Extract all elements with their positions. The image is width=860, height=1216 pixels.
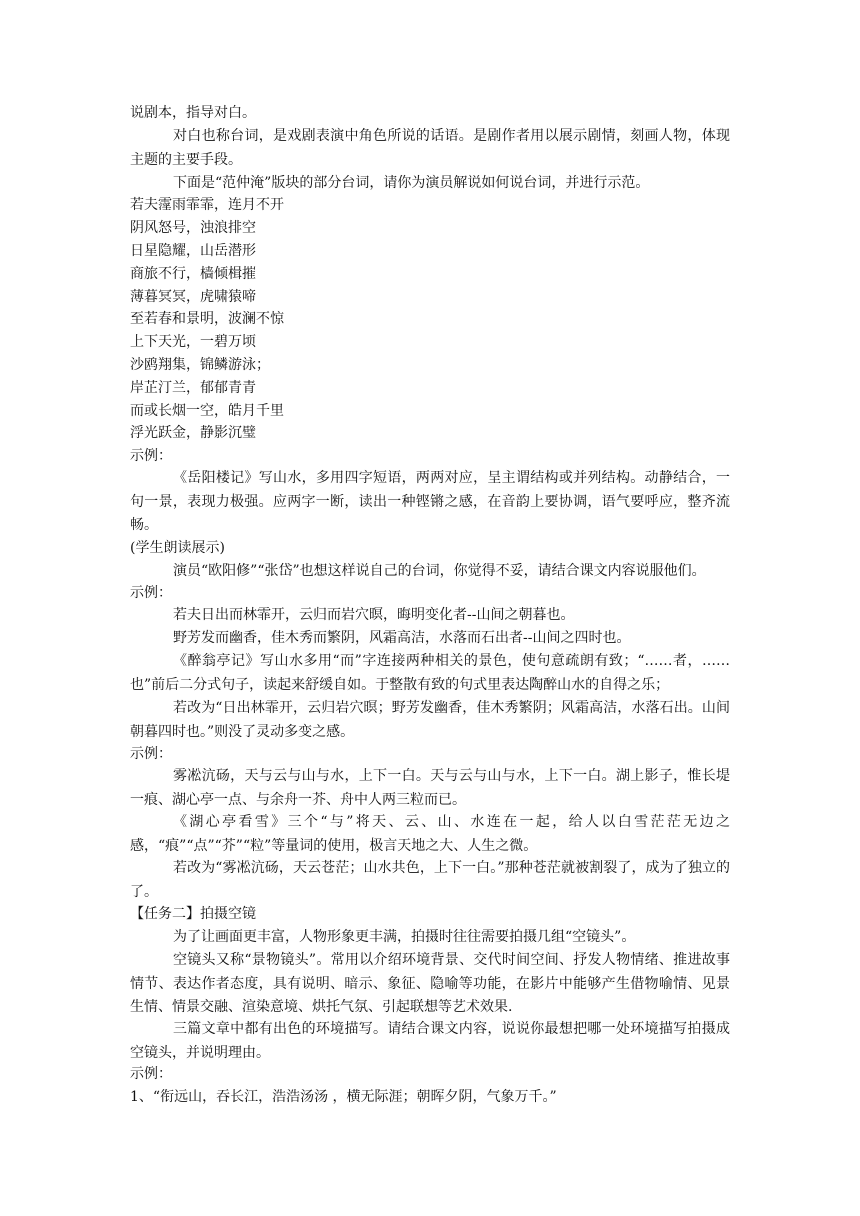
paragraph: 对白也称台词，是戏剧表演中角色所说的话语。是剧作者用以展示剧情，刻画人物，体现主题的主要手段。	[130, 128, 730, 168]
poem-line: 商旅不行，樯倾楫摧	[130, 266, 256, 282]
example-label: 示例：	[130, 448, 172, 464]
poem-line: 薄暮冥冥，虎啸猿啼	[130, 289, 256, 305]
paragraph: 为了让画面更丰富，人物形象更丰满，拍摄时往往需要拍摄几组“空镜头”。	[173, 929, 636, 945]
poem-line: 浮光跃金，静影沉璧	[130, 425, 256, 441]
paragraph: 若夫日出而林霏开，云归而岩穴暝，晦明变化者--山间之朝暮也。	[173, 607, 575, 623]
paragraph: 空镜头又称“景物镜头”。常用以介绍环境背景、交代时间空间、抒发人物情绪、推进故事情节、表达作者态度，具有说明、暗示、象征、隐喻等功能，在影片中能够产生借物喻情、见景生情、情景交融、渲染意境、烘托气氛、引起联想等艺术效果.	[130, 952, 730, 1015]
text-line: 1、“衔远山，吞长江，浩浩汤汤 ，横无际涯；朝晖夕阴，气象万千。”	[130, 1089, 557, 1105]
poem-line: 阴风怒号，浊浪排空	[130, 220, 256, 236]
poem-line: 沙鸥翔集，锦鳞游泳；	[130, 357, 270, 373]
paragraph: 演员“欧阳修”“张岱”也想这样说自己的台词，你觉得不妥，请结合课文内容说服他们。	[173, 563, 706, 579]
paragraph: 野芳发而幽香，佳木秀而繁阴，风霜高洁，水落而石出者--山间之四时也。	[173, 630, 631, 646]
paragraph: 三篇文章中都有出色的环境描写。请结合课文内容，说说你最想把哪一处环境描写拍摄成空镜头，并说明理由。	[130, 1021, 730, 1061]
example-label: 示例：	[130, 585, 172, 601]
poem-line: 而或长烟一空，皓月千里	[130, 403, 284, 419]
example-label: 示例：	[130, 746, 172, 762]
poem-line: 若夫霪雨霏霏，连月不开	[130, 197, 284, 213]
paragraph: 《醉翁亭记》写山水多用“而”字连接两种相关的景色，使句意疏朗有致；“……者，……也”前后二分式句子，读起来舒缓自如。于整散有致的句式里表达陶醉山水的自得之乐；	[130, 653, 730, 693]
poem-line: 上下天光，一碧万顷	[130, 334, 256, 350]
paragraph: 若改为“雾凇沆砀，天云苍茫；山水共色，上下一白。”那种苍茫就被割裂了，成为了独立的了。	[130, 860, 730, 900]
poem-line: 岸芷汀兰，郁郁青青	[130, 380, 256, 396]
text-line: 说剧本，指导对白。	[130, 105, 256, 121]
poem-line: 日星隐耀，山岳潜形	[130, 243, 256, 259]
poem-line: 至若春和景明，波澜不惊	[130, 311, 284, 327]
paragraph: 若改为“日出林霏开，云归岩穴暝；野芳发幽香，佳木秀繁阴；风霜高洁，水落石出。山间朝暮四时也。”则没了灵动多变之感。	[130, 700, 730, 740]
paragraph: 《湖心亭看雪》三个“与”将天、云、山、水连在一起，给人以白雪茫茫无边之感，“痕”“点”“芥”“粒”等量词的使用，极言天地之大、人生之微。	[130, 814, 730, 854]
example-label: 示例：	[130, 1066, 172, 1082]
paragraph: 下面是“范仲淹”版块的部分台词，请你为演员解说如何说台词，并进行示范。	[173, 175, 650, 191]
paragraph: 《岳阳楼记》写山水，多用四字短语，两两对应，呈主谓结构或并列结构。动静结合，一句一景，表现力极强。应两字一断，读出一种铿锵之感，在音韵上要协调，语气要呼应，整齐流畅。	[130, 470, 730, 533]
section-heading: 【任务二】拍摄空镜	[130, 906, 256, 922]
text-line: (学生朗读展示)	[130, 540, 225, 556]
paragraph: 雾凇沆砀，天与云与山与水，上下一白。天与云与山与水，上下一白。湖上影子，惟长堤一痕、湖心亭一点、与余舟一芥、舟中人两三粒而已。	[130, 768, 730, 808]
